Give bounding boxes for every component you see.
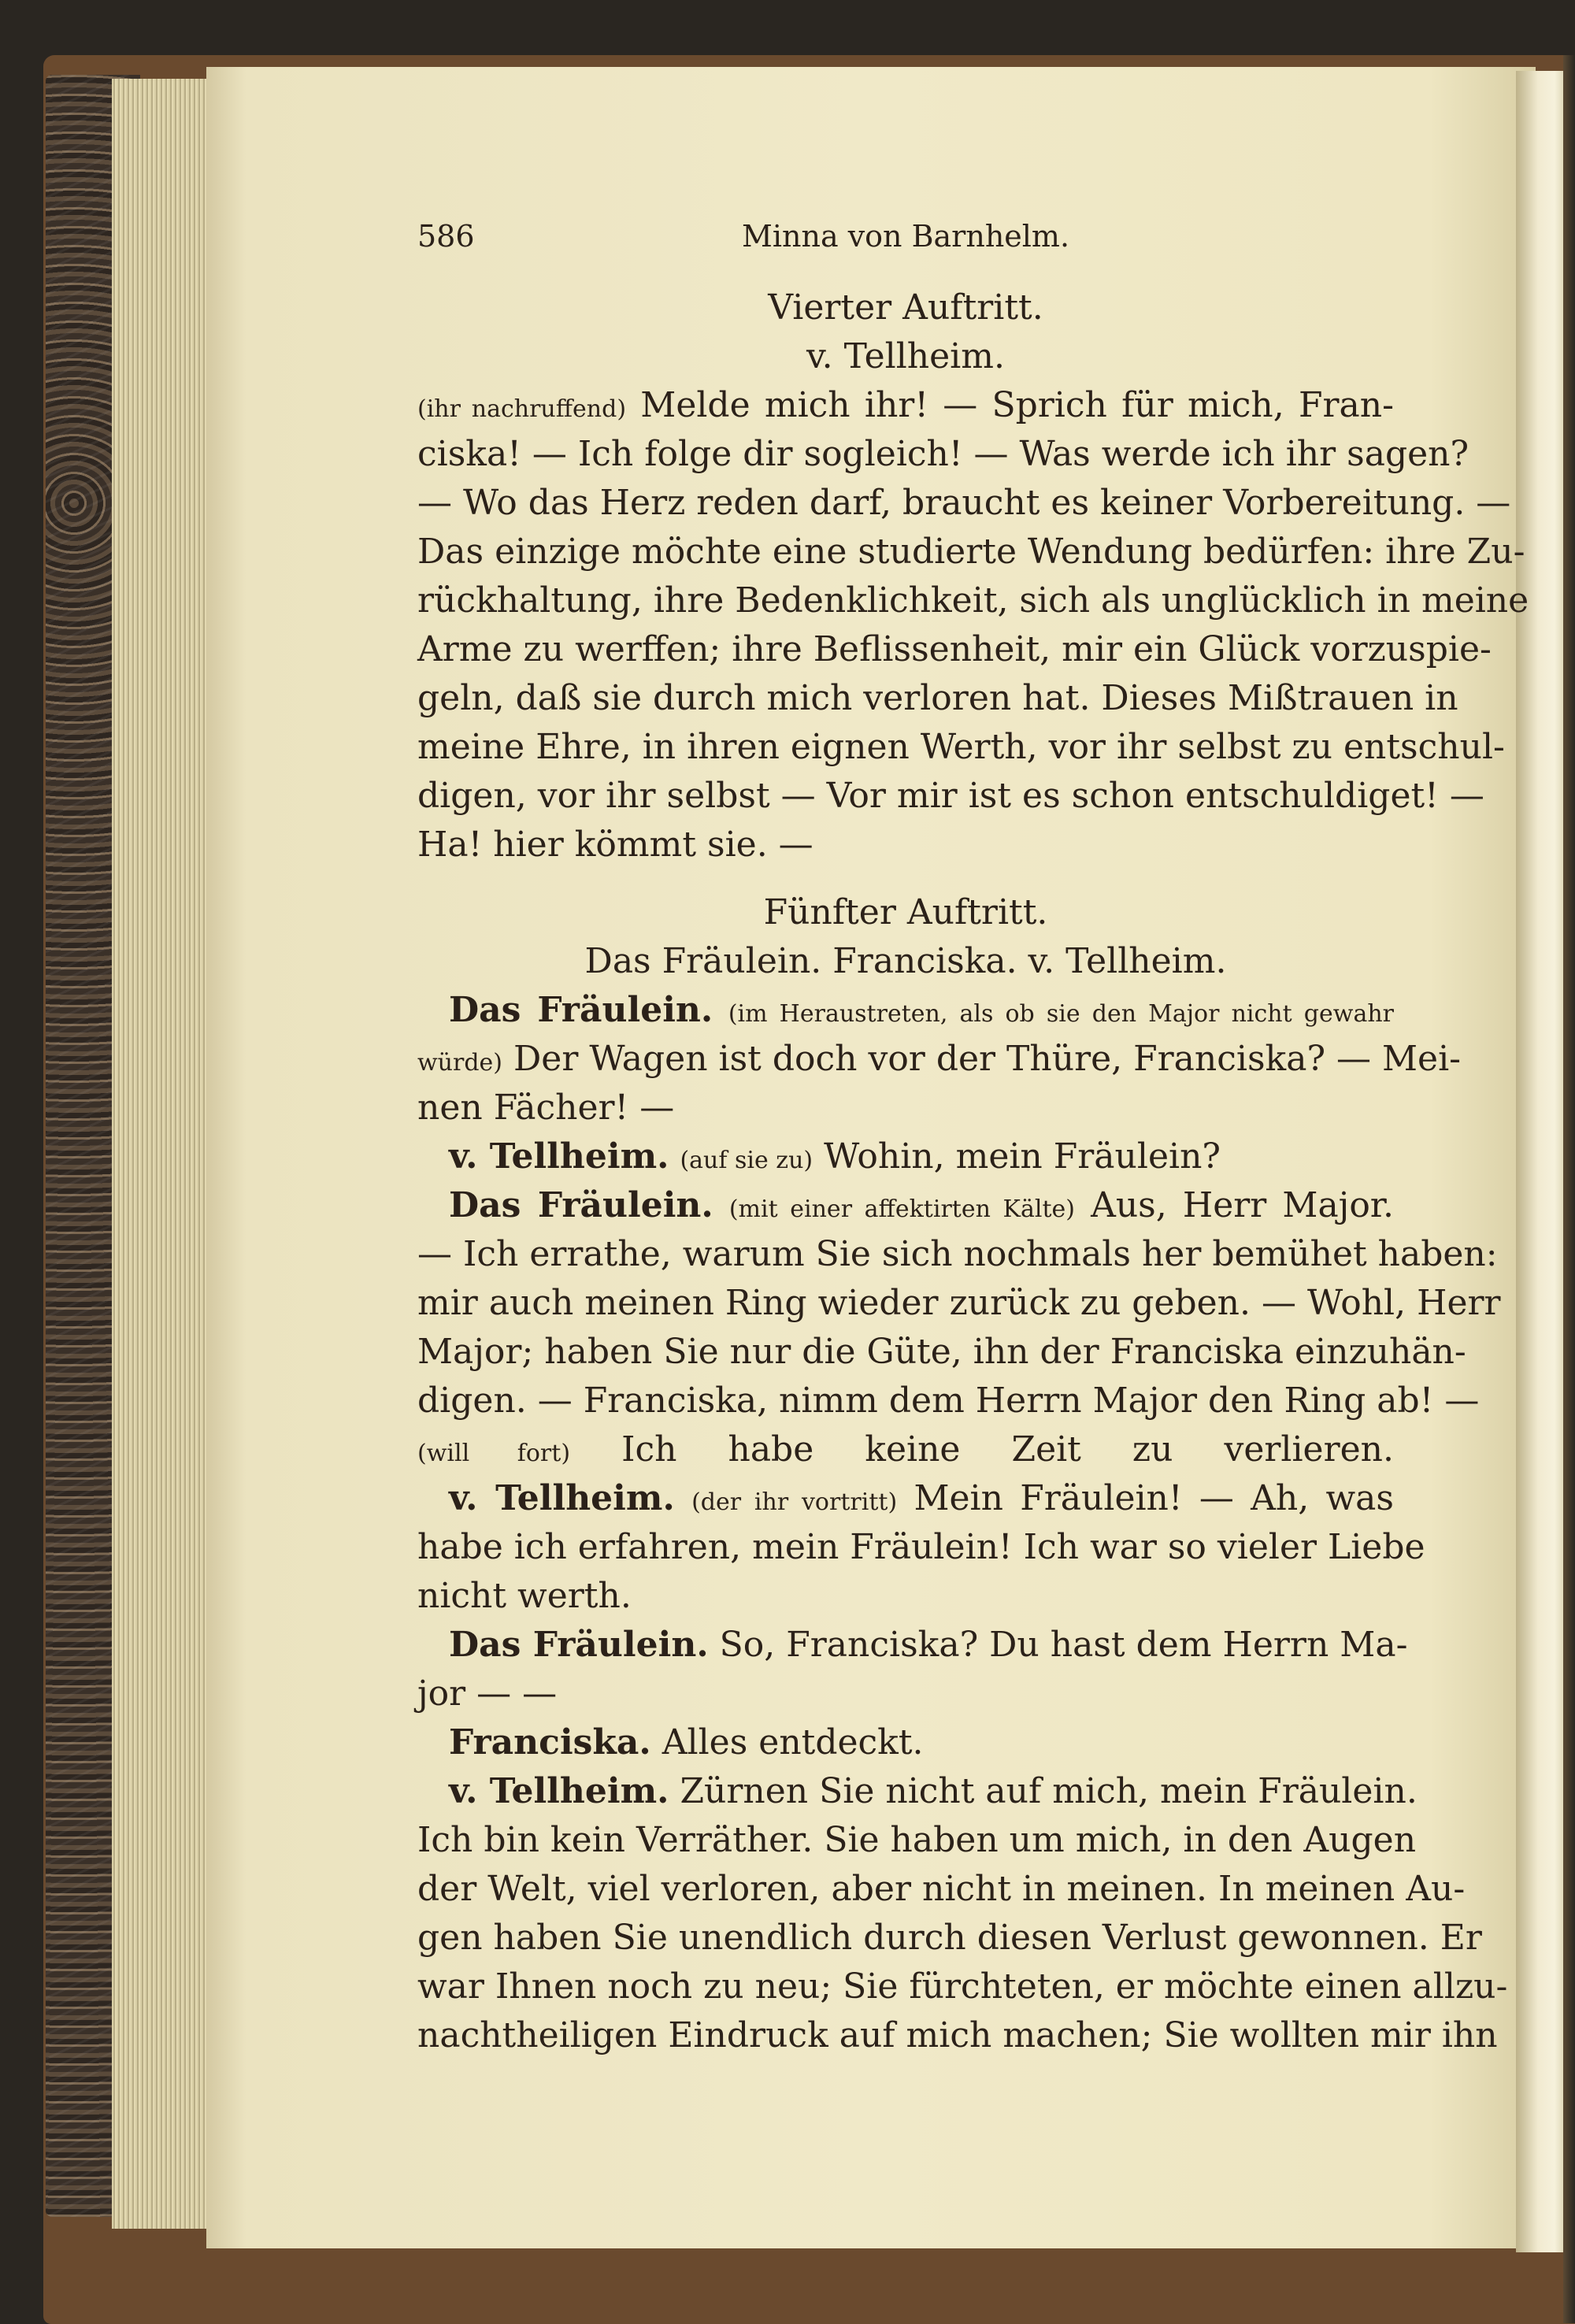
speaker-name: v. Tellheim.	[449, 1478, 675, 1518]
text-line	[417, 625, 1492, 674]
line-text: habe ich erfahren, mein Fräulein! Ich war so vieler Liebe	[417, 1527, 1425, 1567]
speaker-name: v. Tellheim.	[449, 1136, 669, 1177]
line-text: jor — —	[417, 1674, 558, 1714]
text-line	[417, 1279, 1501, 1328]
line-text: rückhaltung, ihre Bedenklichkeit, sich als unglücklich in meine	[417, 580, 1529, 621]
stage-direction: (im Heraustreten, als ob sie den Major nicht gewahr	[728, 1000, 1394, 1028]
page-number: 586	[417, 219, 475, 254]
text-line	[417, 576, 1529, 625]
text-line	[417, 674, 1458, 723]
line-text: ciska! — Ich folge dir sogleich! — Was werde ich ihr sagen?	[417, 434, 1469, 474]
stage-direction: (der ihr vortritt)	[691, 1488, 898, 1516]
line-text: — Wo das Herz reden darf, braucht es keiner Vorbereitung. —	[417, 483, 1511, 523]
text-line	[417, 381, 1394, 430]
stage-direction: würde)	[417, 1049, 503, 1077]
text-line	[417, 1474, 1394, 1523]
text-line	[417, 723, 1505, 772]
text-line	[417, 1035, 1462, 1084]
text-line	[417, 528, 1525, 576]
line-text: — Ich errathe, warum Sie sich nochmals her bemühet haben:	[417, 1234, 1498, 1274]
line-text: geln, daß sie durch mich verloren hat. Dieses Mißtrauen in	[417, 678, 1458, 718]
line-text: So, Franciska? Du hast dem Herrn Ma-	[719, 1625, 1408, 1665]
text-line	[417, 1084, 1394, 1132]
line-text: Das einzige möchte eine studierte Wendung bedürfen: ihre Zu-	[417, 532, 1525, 572]
text-line	[417, 1670, 1394, 1718]
line-text: nicht werth.	[417, 1576, 632, 1616]
line-text: gen haben Sie unendlich durch diesen Verlust gewonnen. Er	[417, 1918, 1482, 1958]
line-text: der Welt, viel verloren, aber nicht in meinen. In meinen Au-	[417, 1869, 1466, 1909]
text-line	[417, 1621, 1408, 1670]
text-line	[417, 1963, 1508, 2011]
text-line	[417, 1132, 1394, 1181]
line-text: Alles entdeckt.	[662, 1722, 924, 1762]
line-text: mir auch meinen Ring wieder zurück zu geben. — Wohl, Herr	[417, 1283, 1501, 1323]
speaker-name: Das Fräulein.	[449, 1185, 713, 1225]
stage-direction: (ihr nachruffend)	[417, 395, 627, 423]
line-text: Mein Fräulein! — Ah, was	[914, 1478, 1394, 1518]
speaker-name: Das Fräulein.	[449, 1625, 709, 1665]
speaker-heading: v. Tellheim.	[806, 336, 1005, 376]
line-text: Der Wagen ist doch vor der Thüre, Franciska? — Mei-	[513, 1039, 1462, 1079]
line-text: nachtheiligen Eindruck auf mich machen; Sie wollten mir ihn	[417, 2015, 1498, 2055]
text-line	[417, 986, 1394, 1035]
scene-heading: Vierter Auftritt.	[768, 287, 1043, 328]
cast-list: Das Fräulein. Franciska. v. Tellheim.	[584, 941, 1227, 981]
running-title: Minna von Barnhelm.	[741, 219, 1070, 254]
text-line	[417, 1865, 1466, 1914]
text-line	[417, 1523, 1425, 1572]
text-line	[417, 430, 1469, 479]
scene-heading: Fünfter Auftritt.	[763, 892, 1048, 932]
line-text: Melde mich ihr! — Sprich für mich, Fran-	[640, 385, 1394, 425]
book-spine	[1563, 55, 1575, 2323]
speaker-name: Franciska.	[449, 1722, 651, 1762]
line-text: Aus, Herr Major.	[1091, 1185, 1394, 1225]
text-line	[417, 1328, 1466, 1377]
text-line	[417, 1816, 1417, 1865]
line-text: Ich habe keine Zeit zu verlieren.	[621, 1429, 1394, 1470]
line-text: Arme zu werffen; ihre Beflissenheit, mir ein Glück vorzuspie-	[417, 629, 1492, 669]
text-line	[417, 1572, 1394, 1621]
text-line	[417, 772, 1484, 821]
stage-direction: (will fort)	[417, 1440, 571, 1467]
line-text: Ha! hier kömmt sie. —	[417, 825, 813, 865]
running-header	[417, 209, 1394, 264]
stage-direction: (mit einer affektirten Kälte)	[728, 1195, 1075, 1223]
line-text: Wohin, mein Fräulein?	[824, 1136, 1221, 1177]
speaker-name: Das Fräulein.	[449, 990, 713, 1030]
line-text: nen Fächer! —	[417, 1088, 675, 1128]
line-text: war Ihnen noch zu neu; Sie fürchteten, er möchte einen allzu-	[417, 1966, 1508, 2007]
text-line	[417, 821, 1394, 869]
text-line	[417, 479, 1511, 528]
text-line	[417, 1767, 1418, 1816]
text-line	[417, 1181, 1394, 1230]
page-edges	[112, 79, 213, 2229]
line-text: digen. — Franciska, nimm dem Herrn Major den Ring ab! —	[417, 1381, 1480, 1421]
line-text: Ich bin kein Verräther. Sie haben um mich, in den Augen	[417, 1820, 1417, 1860]
text-line	[417, 1425, 1394, 1474]
line-text: digen, vor ihr selbst — Vor mir ist es schon entschuldiget! —	[417, 776, 1484, 816]
line-text: meine Ehre, in ihren eignen Werth, vor ihr selbst zu entschul-	[417, 727, 1505, 767]
text-line	[417, 1718, 1394, 1767]
speaker-name: v. Tellheim.	[449, 1771, 669, 1811]
text-line	[417, 1377, 1480, 1425]
line-text: Zürnen Sie nicht auf mich, mein Fräulein.	[680, 1771, 1418, 1811]
line-text: Major; haben Sie nur die Güte, ihn der Franciska einzuhän-	[417, 1332, 1466, 1372]
text-line	[417, 1914, 1482, 1963]
text-line	[417, 2011, 1498, 2060]
stage-direction: (auf sie zu)	[680, 1147, 813, 1174]
text-line	[417, 1230, 1498, 1279]
